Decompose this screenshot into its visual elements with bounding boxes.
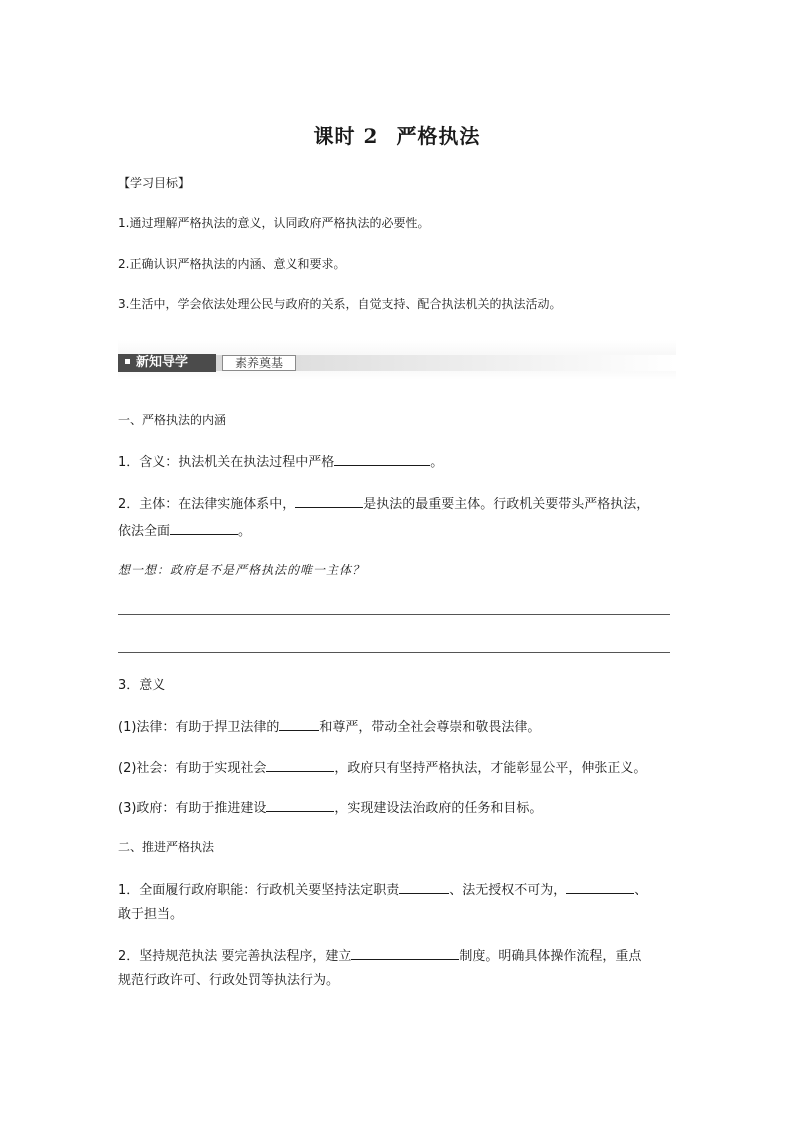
subject-text: 2．主体：在法律实施体系中， [118, 497, 296, 512]
answer-blank[interactable] [399, 880, 449, 894]
law-text-end: 和尊严，带动全社会尊崇和敬畏法律。 [319, 720, 541, 735]
significance-law [118, 717, 540, 737]
subject-text-line2: 依法全面 [118, 524, 171, 539]
functions-text-end: 、 [634, 883, 648, 898]
goal-item-1: 1.通过理解严格执法的意义，认同政府严格执法的必要性。 [118, 216, 430, 230]
significance-heading: 3．意义 [118, 678, 166, 693]
answer-blank[interactable] [295, 494, 363, 508]
subject-text-end: 。 [238, 524, 252, 539]
answer-blank[interactable] [279, 717, 319, 731]
government-text: (3)政府：有助于推进建设 [118, 801, 267, 816]
subject-text-middle: 是执法的最重要主体。行政机关要带头严格执法， [363, 497, 650, 512]
banner-primary-tag [118, 354, 216, 372]
section2-heading: 二、推进严格执法 [118, 840, 215, 854]
functions-text: 1．全面履行政府职能：行政机关要坚持法定职责 [118, 883, 400, 898]
answer-blank[interactable] [266, 798, 334, 812]
answer-line[interactable] [118, 614, 670, 615]
standard-text-end: 制度。明确具体操作流程，重点 [459, 949, 642, 964]
government-text-end: ，实现建设法治政府的任务和目标。 [334, 801, 543, 816]
banner-primary-label: 新知导学 [136, 355, 189, 370]
section1-heading: 一、严格执法的内涵 [118, 413, 227, 427]
definition-end: 。 [430, 455, 444, 470]
functions-paragraph-line2: 敢于担当。 [118, 907, 184, 922]
goal-item-3: 3.生活中，学会依法处理公民与政府的关系，自觉支持、配合执法机关的执法活动。 [118, 297, 562, 311]
lesson-name: 严格执法 [396, 124, 481, 148]
significance-government [118, 798, 542, 818]
answer-blank[interactable] [334, 452, 430, 466]
page-title [0, 120, 794, 149]
standard-paragraph-line2: 规范行政许可、行政处罚等执法行为。 [118, 973, 340, 988]
answer-blank[interactable] [170, 521, 238, 535]
functions-paragraph-line1 [118, 880, 647, 900]
goal-item-2: 2.正确认识严格执法的内涵、意义和要求。 [118, 257, 346, 271]
definition-text: 1．含义：执法机关在执法过程中严格 [118, 455, 335, 470]
standard-text: 2．坚持规范执法 要完善执法程序，建立 [118, 949, 352, 964]
answer-blank[interactable] [351, 946, 459, 960]
society-text: (2)社会：有助于实现社会 [118, 761, 267, 776]
significance-society [118, 758, 646, 778]
subject-paragraph-line1 [118, 494, 649, 514]
subject-paragraph-line2 [118, 521, 251, 541]
banner-secondary-tag: 素养奠基 [222, 355, 296, 371]
answer-blank[interactable] [566, 880, 634, 894]
definition-paragraph [118, 452, 443, 472]
standard-paragraph-line1 [118, 946, 641, 966]
square-bullet-icon [125, 359, 130, 364]
think-question: 想一想：政府是不是严格执法的唯一主体？ [118, 563, 366, 577]
lesson-number: 课时 2 [313, 124, 379, 148]
goals-heading: 【学习目标】 [118, 176, 191, 190]
law-text: (1)法律：有助于捍卫法律的 [118, 720, 280, 735]
answer-blank[interactable] [266, 758, 334, 772]
functions-text-middle: 、法无授权不可为， [449, 883, 567, 898]
society-text-end: ，政府只有坚持严格执法，才能彰显公平，伸张正义。 [334, 761, 647, 776]
answer-line[interactable] [118, 652, 670, 653]
